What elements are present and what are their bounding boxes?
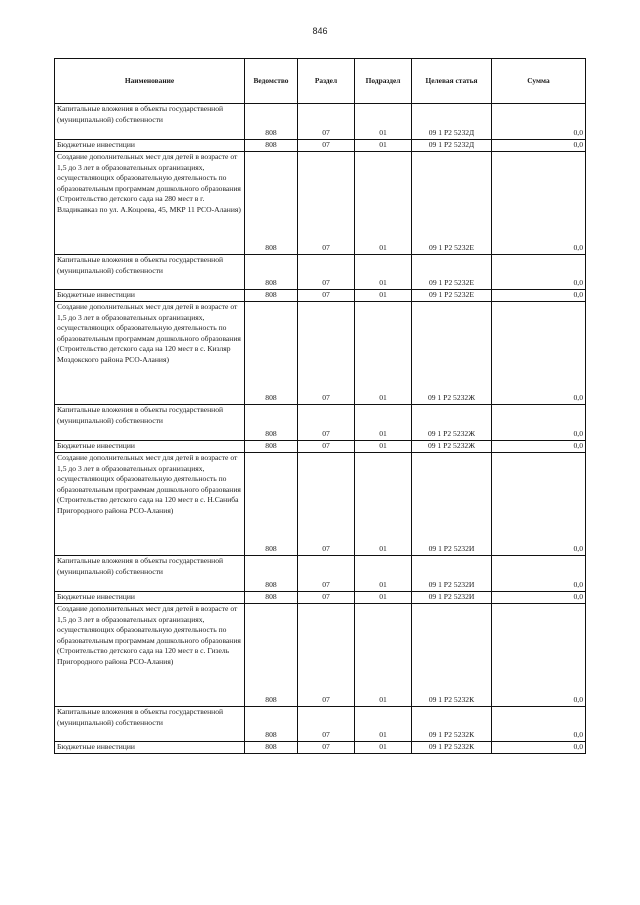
row-celevaya-statya-cell: 09 1 Р2 5232И — [412, 556, 492, 592]
row-name-cell: Капитальные вложения в объекты государственной (муниципальной) собственности — [55, 405, 245, 441]
row-celevaya-statya-cell: 09 1 Р2 5232Д — [412, 104, 492, 140]
row-podrazdel-cell: 01 — [355, 742, 412, 754]
budget-table — [54, 58, 586, 754]
row-razdel-cell: 07 — [298, 441, 355, 453]
row-summa-cell: 0,0 — [492, 152, 586, 255]
row-razdel-cell: 07 — [298, 290, 355, 302]
table-row — [55, 405, 586, 441]
header-summa: Сумма — [492, 59, 586, 104]
row-podrazdel-cell: 01 — [355, 140, 412, 152]
row-razdel-cell: 07 — [298, 592, 355, 604]
row-summa-cell: 0,0 — [492, 453, 586, 556]
row-name-cell: Создание дополнительных мест для детей в возрасте от 1,5 до 3 лет в образовательных организациях, осуществляющих образовательную деятельность по образовательным программам дошкольного образования (Строительство детского сада на 120 мест в с. Н.Саниба Пригородного района РСО-Алания) — [55, 453, 245, 556]
row-summa-cell: 0,0 — [492, 140, 586, 152]
row-razdel-cell: 07 — [298, 302, 355, 405]
row-summa-cell: 0,0 — [492, 742, 586, 754]
row-name-cell: Создание дополнительных мест для детей в возрасте от 1,5 до 3 лет в образовательных организациях, осуществляющих образовательную деятельность по образовательным программам дошкольного образования (Строительство детского сада на 120 мест в с. Гизель Пригородного района РСО-Алания) — [55, 604, 245, 707]
row-podrazdel-cell: 01 — [355, 707, 412, 742]
row-podrazdel-cell: 01 — [355, 604, 412, 707]
row-vedomstvo-cell: 808 — [245, 290, 298, 302]
row-name-cell: Капитальные вложения в объекты государственной (муниципальной) собственности — [55, 104, 245, 140]
page-number: 846 — [312, 26, 328, 36]
row-podrazdel-cell: 01 — [355, 104, 412, 140]
row-vedomstvo-cell: 808 — [245, 453, 298, 556]
row-celevaya-statya-cell: 09 1 Р2 5232К — [412, 604, 492, 707]
row-vedomstvo-cell: 808 — [245, 707, 298, 742]
row-celevaya-statya-cell: 09 1 Р2 5232Ж — [412, 441, 492, 453]
row-podrazdel-cell: 01 — [355, 290, 412, 302]
row-celevaya-statya-cell: 09 1 Р2 5232Е — [412, 152, 492, 255]
row-vedomstvo-cell: 808 — [245, 441, 298, 453]
row-razdel-cell: 07 — [298, 707, 355, 742]
table-row — [55, 140, 586, 152]
row-name-cell: Создание дополнительных мест для детей в возрасте от 1,5 до 3 лет в образовательных организациях, осуществляющих образовательную деятельность по образовательным программам дошкольного образования (Строительство детского сада на 280 мест в г. Владикавказ по ул. А.Коцоева, 45, МКР 11 РСО-Алания) — [55, 152, 245, 255]
table-header-row — [55, 59, 586, 104]
row-name-cell: Капитальные вложения в объекты государственной (муниципальной) собственности — [55, 707, 245, 742]
row-podrazdel-cell: 01 — [355, 441, 412, 453]
table-row — [55, 104, 586, 140]
row-celevaya-statya-cell: 09 1 Р2 5232К — [412, 742, 492, 754]
row-name-cell: Бюджетные инвестиции — [55, 592, 245, 604]
row-name-cell: Бюджетные инвестиции — [55, 140, 245, 152]
row-celevaya-statya-cell: 09 1 Р2 5232Е — [412, 290, 492, 302]
table-row — [55, 152, 586, 255]
row-summa-cell: 0,0 — [492, 604, 586, 707]
table-row — [55, 453, 586, 556]
row-celevaya-statya-cell: 09 1 Р2 5232К — [412, 707, 492, 742]
table-row — [55, 556, 586, 592]
table-row — [55, 707, 586, 742]
row-celevaya-statya-cell: 09 1 Р2 5232Д — [412, 140, 492, 152]
header-celevaya-statya: Целевая статья — [412, 59, 492, 104]
row-razdel-cell: 07 — [298, 152, 355, 255]
row-celevaya-statya-cell: 09 1 Р2 5232И — [412, 453, 492, 556]
row-celevaya-statya-cell: 09 1 Р2 5232Ж — [412, 405, 492, 441]
row-razdel-cell: 07 — [298, 604, 355, 707]
row-name-cell: Капитальные вложения в объекты государственной (муниципальной) собственности — [55, 255, 245, 290]
row-name-cell: Бюджетные инвестиции — [55, 290, 245, 302]
table-row — [55, 302, 586, 405]
row-vedomstvo-cell: 808 — [245, 742, 298, 754]
row-name-cell: Создание дополнительных мест для детей в возрасте от 1,5 до 3 лет в образовательных организациях, осуществляющих образовательную деятельность по образовательным программам дошкольного образования (Строительство детского сада на 120 мест в с. Кизляр Моздокского района РСО-Алания) — [55, 302, 245, 405]
row-summa-cell: 0,0 — [492, 255, 586, 290]
row-summa-cell: 0,0 — [492, 290, 586, 302]
row-vedomstvo-cell: 808 — [245, 405, 298, 441]
row-podrazdel-cell: 01 — [355, 556, 412, 592]
header-podrazdel: Подраздел — [355, 59, 412, 104]
row-vedomstvo-cell: 808 — [245, 152, 298, 255]
row-celevaya-statya-cell: 09 1 Р2 5232Е — [412, 255, 492, 290]
row-vedomstvo-cell: 808 — [245, 104, 298, 140]
header-razdel: Раздел — [298, 59, 355, 104]
table-row — [55, 290, 586, 302]
table-row — [55, 441, 586, 453]
table-row — [55, 592, 586, 604]
row-name-cell: Капитальные вложения в объекты государственной (муниципальной) собственности — [55, 556, 245, 592]
row-summa-cell: 0,0 — [492, 302, 586, 405]
row-podrazdel-cell: 01 — [355, 302, 412, 405]
row-razdel-cell: 07 — [298, 140, 355, 152]
table-row — [55, 255, 586, 290]
row-vedomstvo-cell: 808 — [245, 302, 298, 405]
header-vedomstvo: Ведомство — [245, 59, 298, 104]
row-razdel-cell: 07 — [298, 453, 355, 556]
row-razdel-cell: 07 — [298, 556, 355, 592]
row-summa-cell: 0,0 — [492, 405, 586, 441]
row-vedomstvo-cell: 808 — [245, 140, 298, 152]
row-vedomstvo-cell: 808 — [245, 604, 298, 707]
row-vedomstvo-cell: 808 — [245, 255, 298, 290]
row-razdel-cell: 07 — [298, 742, 355, 754]
row-summa-cell: 0,0 — [492, 592, 586, 604]
row-razdel-cell: 07 — [298, 405, 355, 441]
row-vedomstvo-cell: 808 — [245, 556, 298, 592]
row-vedomstvo-cell: 808 — [245, 592, 298, 604]
row-podrazdel-cell: 01 — [355, 405, 412, 441]
row-name-cell: Бюджетные инвестиции — [55, 742, 245, 754]
table-row — [55, 742, 586, 754]
table-body — [55, 104, 586, 754]
row-summa-cell: 0,0 — [492, 556, 586, 592]
row-summa-cell: 0,0 — [492, 441, 586, 453]
row-razdel-cell: 07 — [298, 104, 355, 140]
table-row — [55, 604, 586, 707]
row-podrazdel-cell: 01 — [355, 453, 412, 556]
header-name: Наименование — [55, 59, 245, 104]
row-podrazdel-cell: 01 — [355, 255, 412, 290]
row-podrazdel-cell: 01 — [355, 592, 412, 604]
row-celevaya-statya-cell: 09 1 Р2 5232И — [412, 592, 492, 604]
row-summa-cell: 0,0 — [492, 707, 586, 742]
row-name-cell: Бюджетные инвестиции — [55, 441, 245, 453]
row-celevaya-statya-cell: 09 1 Р2 5232Ж — [412, 302, 492, 405]
row-podrazdel-cell: 01 — [355, 152, 412, 255]
row-razdel-cell: 07 — [298, 255, 355, 290]
row-summa-cell: 0,0 — [492, 104, 586, 140]
